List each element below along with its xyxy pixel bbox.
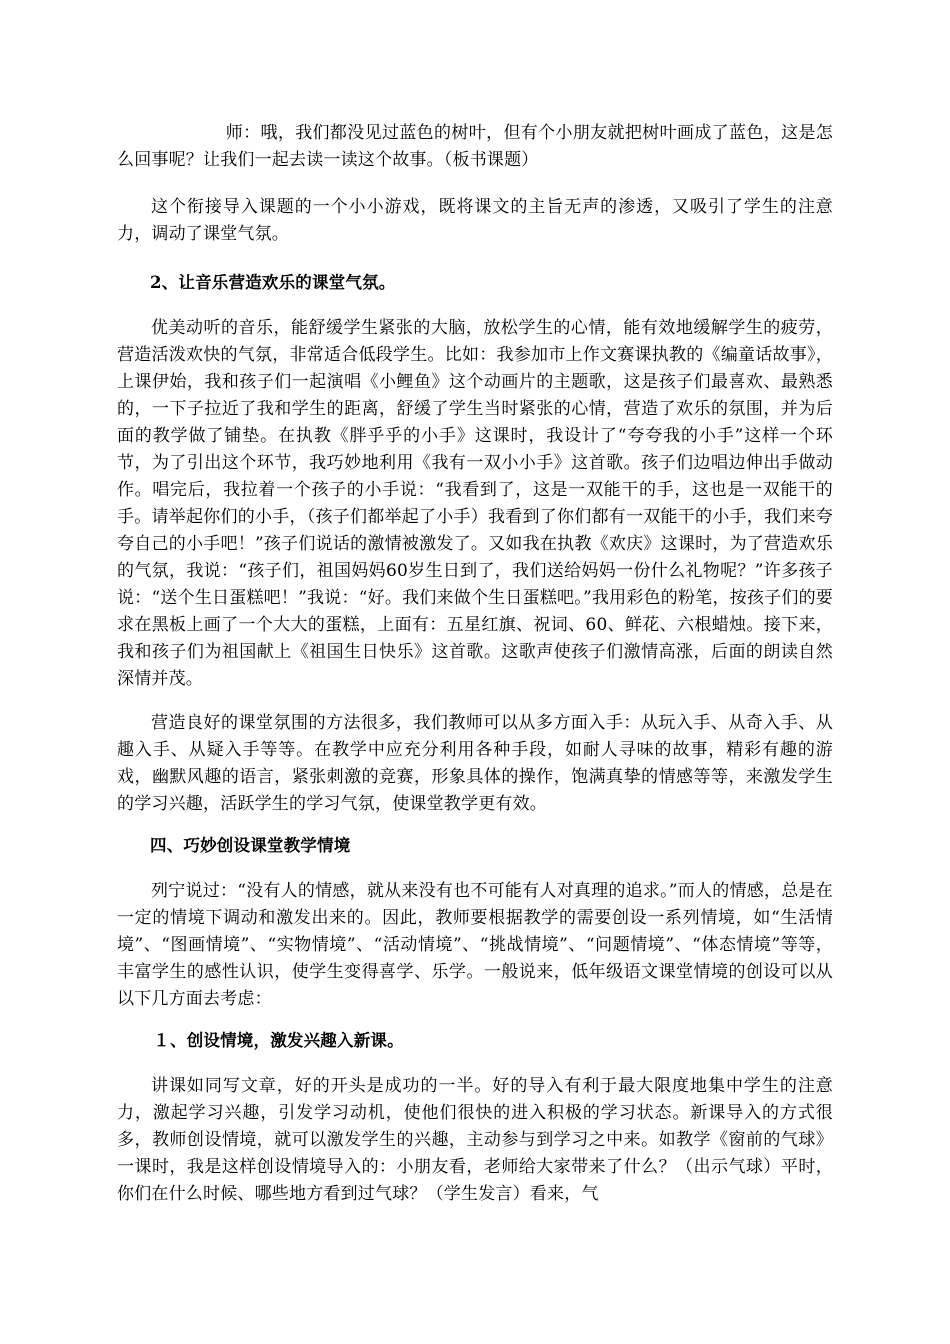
paragraph-lesson-introduction: 讲课如同写文章，好的开头是成功的一半。好的导入有利于最大限度地集中学生的注意力，激起学习兴趣，引发学习动机，使他们很快的进入积极的学习状态。新课导入的方式很多，教师创设情境，就可以激发学生的兴趣，主动参与到学习之中来。如教学《窗前的气球》一课时，我是这样创设情境导入的：小朋友看，老师给大家带来了什么？（出示气球）平时，你们在什么时候、哪些地方看到过气球？（学生发言）看来，气 <box>117 1076 833 1204</box>
paragraph-teacher-dialogue: 师：哦，我们都没见过蓝色的树叶，但有个小朋友就把树叶画成了蓝色，这是怎么回事呢？让我们一起去读一读这个故事。（板书课题） <box>117 123 833 170</box>
paragraph-atmosphere-methods: 营造良好的课堂氛围的方法很多，我们教师可以从多方面入手：从玩入手、从奇入手、从趣入手、从疑入手等等。在教学中应充分利用各种手段，如耐人寻味的故事，精彩有趣的游戏，幽默风趣的语言，紧张刺激的竞赛，形象具体的操作，饱满真挚的情感等等，来激发学生的学习兴趣，活跃学生的学习气氛，使课堂教学更有效。 <box>117 713 833 814</box>
section-heading-situations: 四、巧妙创设课堂教学情境 <box>150 836 351 855</box>
paragraph-game-summary: 这个衔接导入课题的一个小小游戏，既将课文的主旨无声的渗透，又吸引了学生的注意力，调动了课堂气氛。 <box>117 197 833 244</box>
section-heading-music: 2、让音乐营造欢乐的课堂气氛。 <box>150 273 396 292</box>
section-heading-new-lesson: １、创设情境，激发兴趣入新课。 <box>153 1031 404 1050</box>
paragraph-lenin-quote: 列宁说过：“没有人的情感，就从来没有也不可能有人对真理的追求。”而人的情感，总是在一定的情境下调动和激发出来的。因此，教师要根据教学的需要创设一系列情境，如“生活情境”、“图画情境”、“实物情境”、“活动情境”、“挑战情境”、“问题情境”、“体态情境”等等，丰富学生的感性认识，使学生变得喜学、乐学。一般说来，低年级语文课堂情境的创设可以从以下几方面去考虑： <box>117 881 833 1009</box>
paragraph-music-examples: 优美动听的音乐，能舒缓学生紧张的大脑，放松学生的心情，能有效地缓解学生的疲劳，营造活泼欢快的气氛，非常适合低段学生。比如：我参加市上作文赛课执教的《编童话故事》，上课伊始，我和孩子们一起演唱《小鲤鱼》这个动画片的主题歌，这是孩子们最喜欢、最熟悉的，一下子拉近了我和学生的距离，舒缓了学生当时紧张的心情，营造了欢乐的氛围，并为后面的教学做了铺垫。在执教《胖乎乎的小手》这课时，我设计了“夸夸我的小手”这样一个环节，为了引出这个环节，我巧妙地利用《我有一双小小手》这首歌。孩子们边唱边伸出手做动作。唱完后，我拉着一个孩子的小手说：“我看到了，这是一双能干的手，这也是一双能干的手。请举起你们的小手，（孩子们都举起了小手）我看到了你们都有一双能干的小手，我们来夸夸自己的小手吧！”孩子们说话的激情被激发了。又如我在执教《欢庆》这课时，为了营造欢乐的气氛，我说：“孩子们，祖国妈妈60岁生日到了，我们送给妈妈一份什么礼物呢？”许多孩子说：“送个生日蛋糕吧！”我说：“好。我们来做个生日蛋糕吧。”我用彩色的粉笔，按孩子们的要求在黑板上画了一个大大的蛋糕，上面有：五星红旗、祝词、60、鲜花、六根蜡烛。接下来，我和孩子们为祖国献上《祖国生日快乐》这首歌。这歌声使孩子们激情高涨，后面的朗读自然深情并茂。 <box>117 318 833 689</box>
